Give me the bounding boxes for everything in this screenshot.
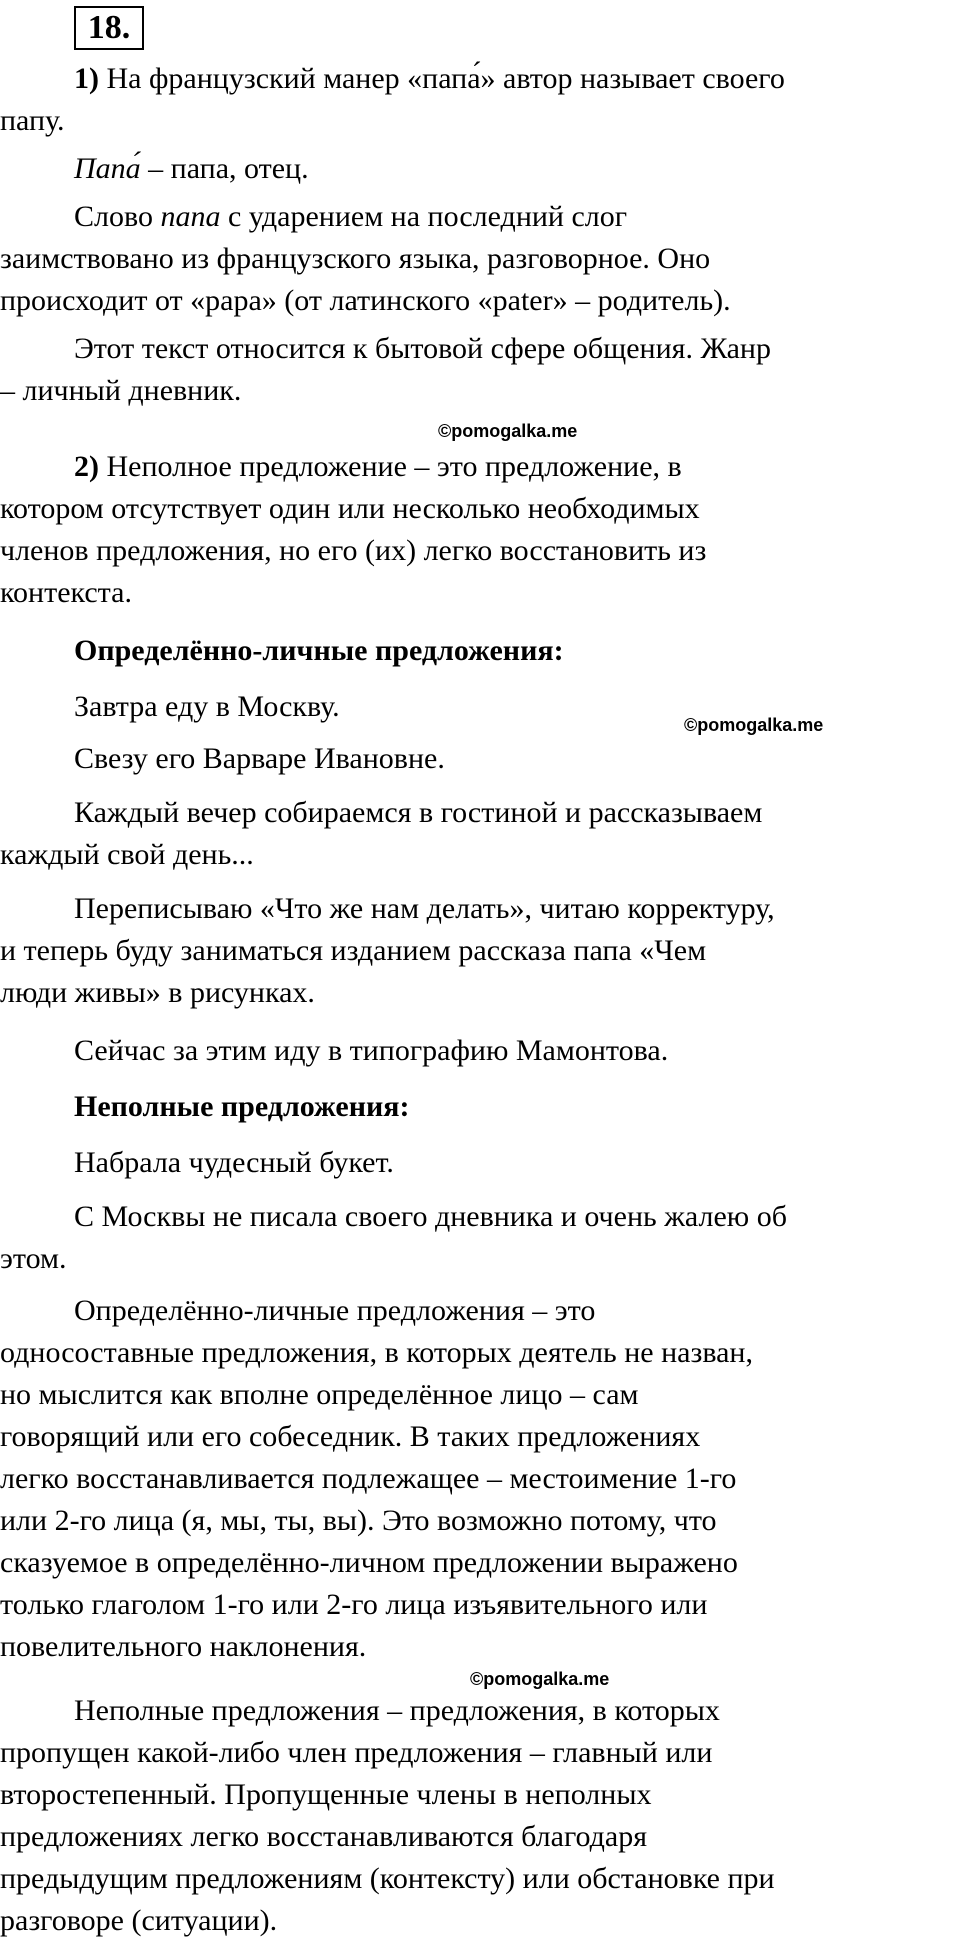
origin-line1: Слово папа с ударением на последний слог	[74, 200, 628, 233]
part2-line3: членов предложения, но его (их) легко восстановить из	[0, 534, 707, 567]
definition-1-line6: или 2-го лица (я, мы, ты, вы). Это возможно потому, что	[0, 1504, 717, 1537]
definition-1-line1: Определённо-личные предложения – это	[74, 1294, 596, 1327]
part2-line4: контекста.	[0, 576, 132, 609]
example-4-line2: и теперь буду заниматься изданием рассказа папа «Чем	[0, 934, 707, 967]
definition-2-line4: предложениях легко восстанавливаются благодаря	[0, 1820, 648, 1853]
definite-personal-heading: Определённо-личные предложения:	[74, 634, 564, 667]
definition-1-line8: только глаголом 1-го или 2-го лица изъявительного или	[0, 1588, 708, 1621]
definition-1-line4: говорящий или его собеседник. В таких предложениях	[0, 1420, 701, 1453]
definition-1-line5: легко восстанавливается подлежащее – местоимение 1-го	[0, 1462, 737, 1495]
part1-line1: 1) На французский манер «папа́» автор называет своего	[74, 62, 785, 95]
example-3-line2: каждый свой день...	[0, 838, 254, 871]
incomplete-heading: Неполные предложения:	[74, 1090, 410, 1123]
origin-line3: происходит от «papa» (от латинского «pater» – родитель).	[0, 284, 731, 317]
part1-line2: папу.	[0, 104, 65, 137]
example-5: Сейчас за этим иду в типографию Мамонтова.	[74, 1034, 669, 1067]
part1-marker: 1)	[74, 62, 99, 95]
genre-line2: – личный дневник.	[0, 374, 242, 407]
example-2: Свезу его Варваре Ивановне.	[74, 742, 445, 775]
incomplete-example-2-line1: С Москвы не писала своего дневника и очень жалею об	[74, 1200, 787, 1233]
definition-2-line1: Неполные предложения – предложения, в которых	[74, 1694, 720, 1727]
term-papa: папа	[160, 200, 221, 233]
definition-2-line2: пропущен какой-либо член предложения – главный или	[0, 1736, 713, 1769]
watermark-1: ©pomogalka.me	[438, 421, 578, 441]
definition-2-line5: предыдущим предложениям (контексту) или обстановке при	[0, 1862, 775, 1895]
definition-1-line3: но мыслится как вполне определённое лицо – сам	[0, 1378, 639, 1411]
part2-marker: 2)	[74, 450, 99, 483]
definition-2-line6: разговоре (ситуации).	[0, 1904, 278, 1937]
example-1: Завтра еду в Москву.	[74, 690, 340, 723]
watermark-3: ©pomogalka.me	[470, 1669, 610, 1689]
example-3-line1: Каждый вечер собираемся в гостиной и рассказываем	[74, 796, 763, 829]
part2-line2: котором отсутствует один или несколько необходимых	[0, 492, 700, 525]
incomplete-example-1: Набрала чудесный букет.	[74, 1146, 394, 1179]
definition-1-line2: односоставные предложения, в которых деятель не назван,	[0, 1336, 753, 1369]
part2-line1: 2) Неполное предложение – это предложение, в	[74, 450, 682, 483]
definition-2-line3: второстепенный. Пропущенные члены в неполных	[0, 1778, 652, 1811]
definition-1-line9: повелительного наклонения.	[0, 1630, 367, 1663]
example-4-line3: люди живы» в рисунках.	[0, 976, 315, 1009]
incomplete-example-2-line2: этом.	[0, 1242, 67, 1275]
origin-line2: заимствовано из французского языка, разговорное. Оно	[0, 242, 711, 275]
definition-papa: Папа́ – папа, отец.	[74, 152, 309, 185]
watermark-2: ©pomogalka.me	[684, 715, 824, 735]
genre-line1: Этот текст относится к бытовой сфере общения. Жанр	[74, 332, 771, 365]
definition-1-line7: сказуемое в определённо-личном предложении выражено	[0, 1546, 738, 1579]
term-papa-accented: Папа́	[74, 152, 141, 185]
exercise-number: 18.	[74, 6, 144, 50]
example-4-line1: Переписываю «Что же нам делать», читаю корректуру,	[74, 892, 775, 925]
